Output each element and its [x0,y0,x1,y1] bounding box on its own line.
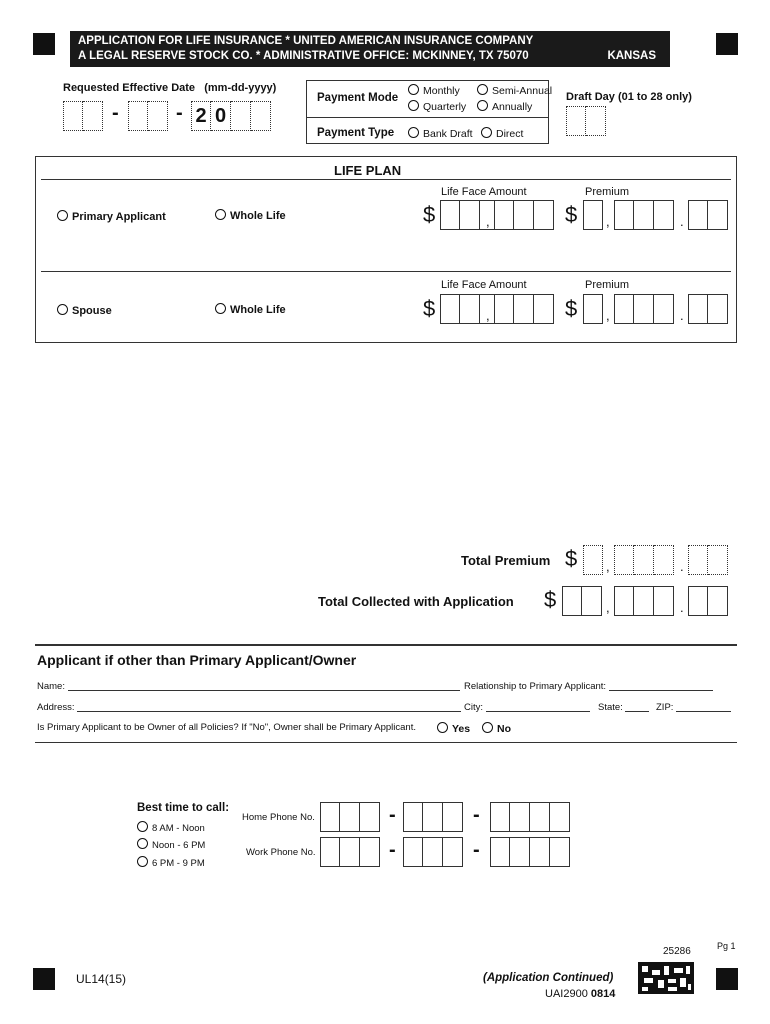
total-premium-comma: , [606,559,610,574]
draft-day-digit-1[interactable] [566,106,586,136]
digit-box[interactable] [708,294,728,324]
effective-year-boxes[interactable] [191,101,271,131]
registration-mark-top-right [716,33,738,55]
primary-premium-period: . [680,214,684,229]
spouse-option[interactable]: Spouse [57,304,112,317]
digit-box[interactable] [440,294,460,324]
registration-mark-bottom-left [33,968,55,990]
year-digit-2: 0 [211,101,231,131]
footer-form-id: UAI2900 0814 [545,988,616,1000]
effective-date-label: Requested Effective Date (mm-dd-yyyy) [63,82,277,94]
spouse-face-units[interactable] [494,294,554,324]
home-phone-dash-1: - [389,804,396,826]
digit-box[interactable] [340,837,360,867]
total-collected-period: . [680,600,684,615]
digit-box[interactable] [614,586,634,616]
digit-box[interactable] [688,545,708,575]
registration-mark-bottom-right [716,968,738,990]
work-phone-area-code[interactable] [320,837,380,867]
total-collected-label: Total Collected with Application [318,594,514,609]
call-time-radio-2[interactable] [137,838,148,849]
total-premium-thousands[interactable] [583,545,603,575]
call-time-option-2[interactable]: Noon - 6 PM [137,838,205,851]
state-line[interactable] [625,711,649,712]
primary-face-comma: , [486,214,490,229]
city-field[interactable]: City: [464,702,590,713]
digit-box[interactable] [634,545,654,575]
total-premium-units[interactable] [614,545,674,575]
digit-box[interactable] [708,200,728,230]
relationship-field[interactable]: Relationship to Primary Applicant: [464,681,713,692]
work-phone-dash-2: - [473,839,480,861]
digit-box[interactable] [583,294,603,324]
digit-box[interactable] [490,802,510,832]
digit-box[interactable] [360,802,380,832]
call-time-radio-3[interactable] [137,856,148,867]
primary-whole-life-option[interactable]: Whole Life [215,209,286,222]
digit-box[interactable] [490,837,510,867]
primary-premium-dollar: $ [565,202,578,227]
total-collected-units[interactable] [614,586,674,616]
relationship-line[interactable] [609,690,713,691]
home-phone-line[interactable] [490,802,570,832]
day-digit-2[interactable] [148,101,168,131]
month-digit-2[interactable] [83,101,103,131]
payment-type-label: Payment Type [317,127,395,139]
draft-day-digit-2[interactable] [586,106,606,136]
digit-box[interactable] [550,802,570,832]
digit-box[interactable] [614,294,634,324]
digit-box[interactable] [360,837,380,867]
primary-premium-thousands[interactable] [583,200,603,230]
day-digit-1[interactable] [128,101,148,131]
digit-box[interactable] [320,802,340,832]
year-digit-3[interactable] [231,101,251,131]
digit-box[interactable] [688,200,708,230]
owner-question: Is Primary Applicant to be Owner of all Policies? If "No", Owner shall be Primary Applicant. [37,722,416,733]
spouse-face-amount-label: Life Face Amount [441,279,527,291]
digit-box[interactable] [510,802,530,832]
life-plan-row-divider [41,271,731,272]
home-phone-prefix[interactable] [403,802,463,832]
life-plan-title: LIFE PLAN [334,163,402,178]
spouse-premium-period: . [680,308,684,323]
annually-radio[interactable] [477,100,488,111]
state-field[interactable]: State: [598,702,649,713]
digit-box[interactable] [510,837,530,867]
spouse-face-comma: , [486,308,490,323]
spouse-premium-thousands[interactable] [583,294,603,324]
digit-box[interactable] [460,294,480,324]
primary-applicant-radio[interactable] [57,210,68,221]
bank-draft-radio[interactable] [408,127,419,138]
digit-box[interactable] [514,294,534,324]
total-collected-cents[interactable] [688,586,728,616]
digit-box[interactable] [614,200,634,230]
digit-box[interactable] [443,802,463,832]
total-premium-period: . [680,559,684,574]
other-applicant-bottom-rule [35,742,737,743]
quarterly-option[interactable]: Quarterly [408,100,466,113]
semi-annual-option[interactable]: Semi-Annual [477,84,552,97]
digit-box[interactable] [688,586,708,616]
digit-box[interactable] [583,545,603,575]
total-premium-cents[interactable] [688,545,728,575]
footer-continued: (Application Continued) [483,972,614,984]
digit-box[interactable] [403,837,423,867]
direct-option[interactable]: Direct [481,127,523,140]
primary-premium-units[interactable] [614,200,674,230]
city-line[interactable] [486,711,590,712]
other-applicant-top-rule [35,644,737,646]
spouse-premium-units[interactable] [614,294,674,324]
payment-mode-label: Payment Mode [317,92,399,104]
digit-box[interactable] [530,802,550,832]
month-digit-1[interactable] [63,101,83,131]
total-premium-dollar: $ [565,546,578,571]
digit-box[interactable] [534,294,554,324]
primary-applicant-option[interactable]: Primary Applicant [57,210,166,223]
digit-box[interactable] [583,200,603,230]
primary-premium-cents[interactable] [688,200,728,230]
address-line[interactable] [77,711,461,712]
address-field[interactable]: Address: [37,702,461,713]
primary-face-units[interactable] [494,200,554,230]
year-digit-1: 2 [191,101,211,131]
owner-no-radio[interactable] [482,722,493,733]
digit-box[interactable] [708,545,728,575]
home-phone-label: Home Phone No. [242,812,315,823]
spouse-premium-cents[interactable] [688,294,728,324]
footer-code-number: 25286 [663,946,691,957]
work-phone-label: Work Phone No. [246,847,316,858]
registration-mark-top-left [33,33,55,55]
date-dash-2: - [176,102,183,124]
work-phone-line[interactable] [490,837,570,867]
effective-month-boxes[interactable] [63,101,103,131]
primary-premium-comma: , [606,214,610,229]
digit-box[interactable] [340,802,360,832]
total-collected-comma: , [606,600,610,615]
digit-box[interactable] [708,586,728,616]
primary-face-thousands[interactable] [440,200,500,230]
primary-face-amount-label: Life Face Amount [441,186,527,198]
life-plan-title-rule [41,179,731,180]
header-line-1: APPLICATION FOR LIFE INSURANCE * UNITED AMERICAN INSURANCE COMPANY [78,35,534,47]
digit-box[interactable] [562,586,582,616]
spouse-premium-label: Premium [585,279,630,291]
spouse-whole-life-radio[interactable] [215,303,226,314]
digit-box[interactable] [654,586,674,616]
work-phone-prefix[interactable] [403,837,463,867]
digit-box[interactable] [634,200,654,230]
total-collected-thousands[interactable] [562,586,602,616]
direct-radio[interactable] [481,127,492,138]
name-line[interactable] [68,690,460,691]
form-header [70,31,670,67]
call-time-option-3[interactable]: 6 PM - 9 PM [137,856,205,869]
header-line-2: A LEGAL RESERVE STOCK CO. * ADMINISTRATIVE OFFICE: MCKINNEY, TX 75070 [78,50,529,62]
payment-divider [306,117,549,118]
year-digit-4[interactable] [251,101,271,131]
home-phone-dash-2: - [473,804,480,826]
digit-box[interactable] [634,586,654,616]
spouse-premium-comma: , [606,308,610,323]
spouse-face-thousands[interactable] [440,294,500,324]
footer-page-number: Pg 1 [717,941,736,951]
zip-line[interactable] [676,711,731,712]
digit-box[interactable] [443,837,463,867]
digit-box[interactable] [423,837,443,867]
digit-box[interactable] [440,200,460,230]
header-state: KANSAS [607,50,656,62]
spouse-premium-dollar: $ [565,296,578,321]
home-phone-area-code[interactable] [320,802,380,832]
digit-box[interactable] [494,200,514,230]
work-phone-dash-1: - [389,839,396,861]
best-time-label: Best time to call: [137,802,230,814]
spouse-face-dollar: $ [423,296,436,321]
draft-day-label: Draft Day (01 to 28 only) [566,91,692,103]
owner-yes-radio[interactable] [437,722,448,733]
date-dash-1: - [112,102,119,124]
primary-premium-label: Premium [585,186,630,198]
bank-draft-option[interactable]: Bank Draft [408,127,473,140]
digit-box[interactable] [514,200,534,230]
footer-barcode-icon [638,962,694,994]
total-premium-label: Total Premium [461,553,551,568]
semi-annual-radio[interactable] [477,84,488,95]
call-time-option-1[interactable]: 8 AM - Noon [137,821,205,834]
digit-box[interactable] [654,200,674,230]
digit-box[interactable] [403,802,423,832]
primary-face-dollar: $ [423,202,436,227]
digit-box[interactable] [654,545,674,575]
name-field[interactable]: Name: [37,681,460,692]
footer-form-code: UL14(15) [76,972,127,986]
digit-box[interactable] [534,200,554,230]
digit-box[interactable] [320,837,340,867]
digit-box[interactable] [582,586,602,616]
primary-whole-life-radio[interactable] [215,209,226,220]
zip-field[interactable]: ZIP: [656,702,731,713]
total-collected-dollar: $ [544,587,557,612]
other-applicant-title: Applicant if other than Primary Applicant/Owner [37,652,357,668]
owner-no-option[interactable]: No [482,722,511,735]
digit-box[interactable] [460,200,480,230]
digit-box[interactable] [634,294,654,324]
monthly-option[interactable]: Monthly [408,84,460,97]
quarterly-radio[interactable] [408,100,419,111]
draft-day-boxes[interactable] [566,106,606,136]
owner-yes-option[interactable]: Yes [437,722,470,735]
digit-box[interactable] [688,294,708,324]
spouse-radio[interactable] [57,304,68,315]
call-time-radio-1[interactable] [137,821,148,832]
effective-day-boxes[interactable] [128,101,168,131]
annually-option[interactable]: Annually [477,100,532,113]
digit-box[interactable] [614,545,634,575]
digit-box[interactable] [654,294,674,324]
digit-box[interactable] [550,837,570,867]
digit-box[interactable] [530,837,550,867]
monthly-radio[interactable] [408,84,419,95]
digit-box[interactable] [494,294,514,324]
spouse-whole-life-option[interactable]: Whole Life [215,303,286,316]
digit-box[interactable] [423,802,443,832]
